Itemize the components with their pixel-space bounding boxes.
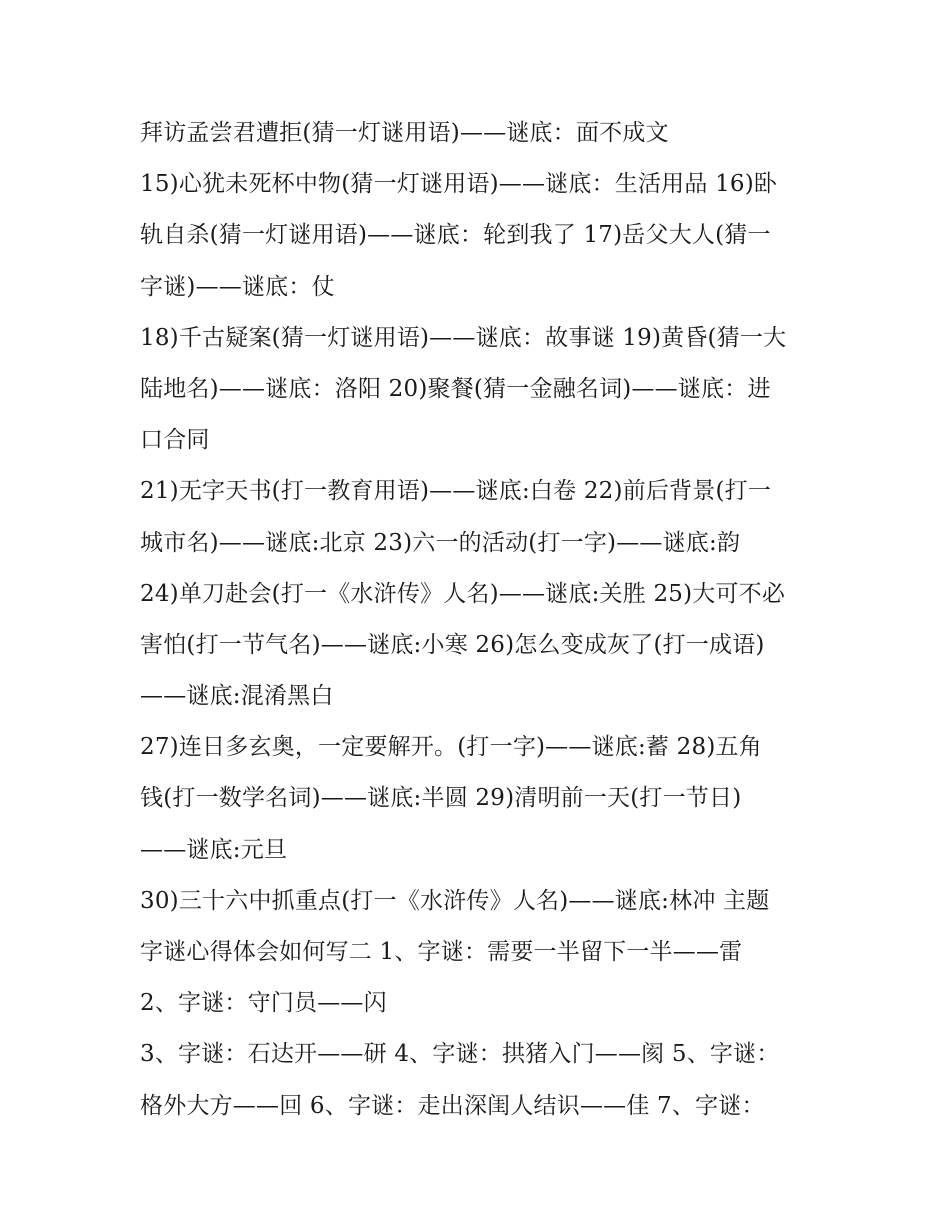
text-line: 18)千古疑案(猜一灯谜用语)——谜底：故事谜 19)黄昏(猜一大 bbox=[140, 324, 787, 351]
text-line: 21)无字天书(打一教育用语)——谜底:白卷 22)前后背景(打一 bbox=[140, 478, 772, 505]
text-line: 15)心犹未死杯中物(猜一灯谜用语)——谜底：生活用品 16)卧 bbox=[140, 171, 778, 198]
text-line: 陆地名)——谜底：洛阳 20)聚餐(猜一金融名词)——谜底：进 bbox=[140, 375, 771, 402]
text-line: 30)三十六中抓重点(打一《水浒传》人名)——谜底:林冲 主题 bbox=[140, 887, 770, 914]
text-line: ——谜底:元旦 bbox=[140, 836, 288, 863]
text-line: 27)连日多玄奥，一定要解开。(打一字)——谜底:蓄 28)五角 bbox=[140, 734, 762, 761]
text-line: 3、字谜：石达开——研 4、字谜：拱猪入门——阂 5、字谜： bbox=[140, 1041, 780, 1068]
text-line: 城市名)——谜底:北京 23)六一的活动(打一字)——谜底:韵 bbox=[140, 529, 741, 556]
text-line: 钱(打一数学名词)——谜底:半圆 29)清明前一天(打一节日) bbox=[140, 785, 742, 812]
text-line: 害怕(打一节气名)——谜底:小寒 26)怎么变成灰了(打一成语) bbox=[140, 631, 765, 658]
text-line: 字谜)——谜底：仗 bbox=[140, 273, 335, 300]
text-line: 轨自杀(猜一灯谜用语)——谜底：轮到我了 17)岳父大人(猜一 bbox=[140, 222, 771, 249]
text-line: 字谜心得体会如何写二 1、字谜：需要一半留下一半——雷 bbox=[140, 939, 743, 965]
text-line: 拜访孟尝君遭拒(猜一灯谜用语)——谜底：面不成文 bbox=[140, 120, 669, 146]
text-line: 24)单刀赴会(打一《水浒传》人名)——谜底:关胜 25)大可不必 bbox=[140, 580, 786, 607]
text-line: 口合同 bbox=[140, 427, 210, 454]
text-line: ——谜底:混淆黑白 bbox=[140, 683, 334, 710]
document-body bbox=[140, 108, 830, 1132]
text-line: 2、字谜：守门员——闪 bbox=[140, 990, 387, 1017]
text-line: 格外大方——回 6、字谜：走出深闺人结识——佳 7、字谜： bbox=[140, 1092, 765, 1119]
